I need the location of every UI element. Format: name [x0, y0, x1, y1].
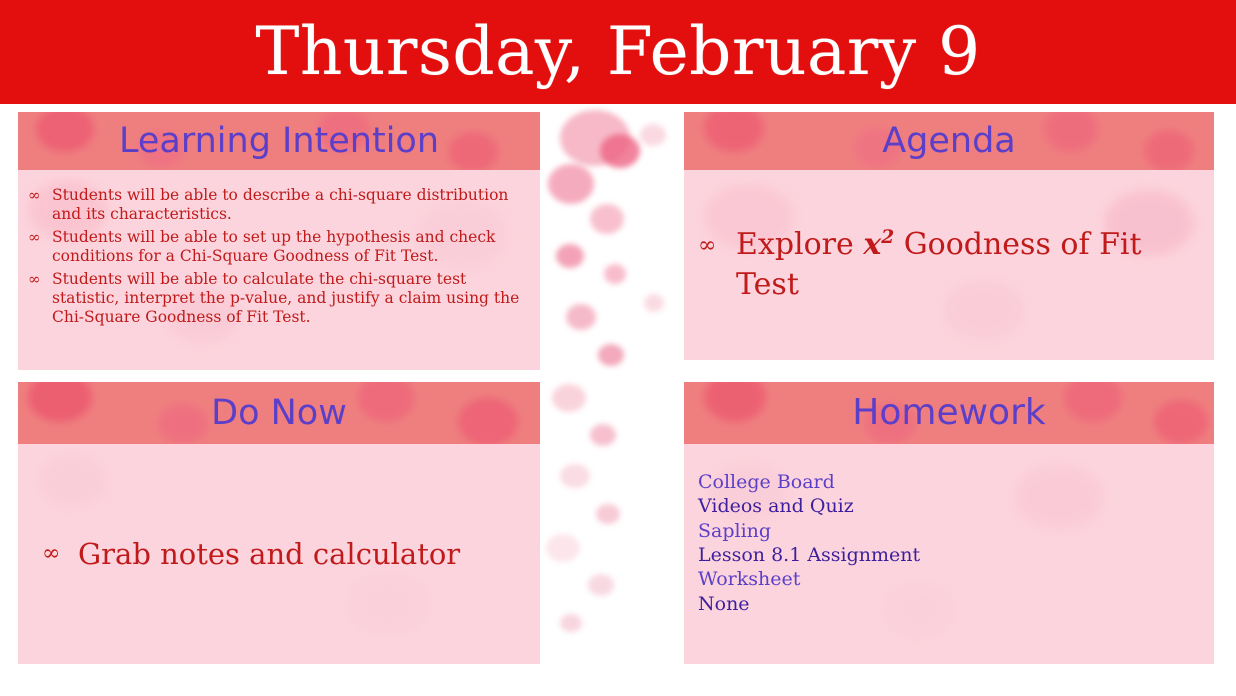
page-title: Thursday, February 9	[255, 13, 981, 90]
chi-symbol-base: x	[863, 226, 882, 262]
homework-header	[684, 382, 1214, 444]
learning-intention-body	[18, 170, 540, 370]
infinity-bullet-icon: ∞	[42, 541, 61, 567]
homework-list	[698, 470, 1214, 616]
do-now-item	[18, 537, 460, 572]
list-item-text: Students will be able to calculate the chi-square test statistic, interpret the p-value, and justify a claim using the Chi-Square Goodness of Fit Test.	[52, 269, 520, 327]
do-now-body	[18, 444, 540, 664]
infinity-bullet-icon: ∞	[698, 232, 717, 258]
learning-intention-title: Learning Intention	[118, 120, 440, 161]
do-now-header	[18, 382, 540, 444]
list-item	[28, 270, 526, 328]
agenda-panel	[684, 112, 1214, 360]
chi-square-symbol	[863, 227, 894, 262]
list-item: Videos and Quiz	[698, 495, 854, 518]
homework-body	[684, 444, 1214, 664]
list-item	[28, 228, 526, 267]
list-item	[28, 186, 526, 225]
slide-title-banner	[0, 0, 1236, 104]
list-item-text: Students will be able to set up the hypothesis and check conditions for a Chi-Square Goodness of Fit Test.	[52, 227, 496, 266]
learning-intention-header	[18, 112, 540, 170]
agenda-body	[684, 170, 1214, 360]
list-item-text: Students will be able to describe a chi-square distribution and its characteristics.	[52, 186, 509, 224]
agenda-item-prefix: Explore	[736, 226, 864, 262]
list-item: Worksheet	[698, 568, 801, 591]
infinity-bullet-icon: ∞	[28, 227, 41, 246]
learning-intention-panel	[18, 112, 540, 370]
list-item: Sapling	[698, 519, 772, 542]
learning-intention-list	[28, 186, 526, 328]
agenda-item-text	[736, 225, 1200, 306]
list-item: None	[698, 592, 750, 615]
agenda-header	[684, 112, 1214, 170]
do-now-item-text: Grab notes and calculator	[78, 536, 461, 571]
chi-symbol-exponent: 2	[881, 226, 895, 248]
list-item: Lesson 8.1 Assignment	[698, 543, 921, 566]
do-now-panel	[18, 382, 540, 664]
learning-intention-content	[28, 186, 526, 328]
list-item: College Board	[698, 471, 835, 493]
homework-title: Homework	[852, 392, 1046, 433]
agenda-item-suffix: Goodness of Fit Test	[736, 226, 1142, 302]
infinity-bullet-icon: ∞	[28, 269, 41, 288]
infinity-bullet-icon: ∞	[28, 186, 41, 204]
agenda-title: Agenda	[882, 120, 1016, 161]
homework-content	[698, 470, 1214, 616]
agenda-item	[684, 225, 1214, 306]
homework-panel	[684, 382, 1214, 664]
do-now-title: Do Now	[211, 392, 347, 433]
